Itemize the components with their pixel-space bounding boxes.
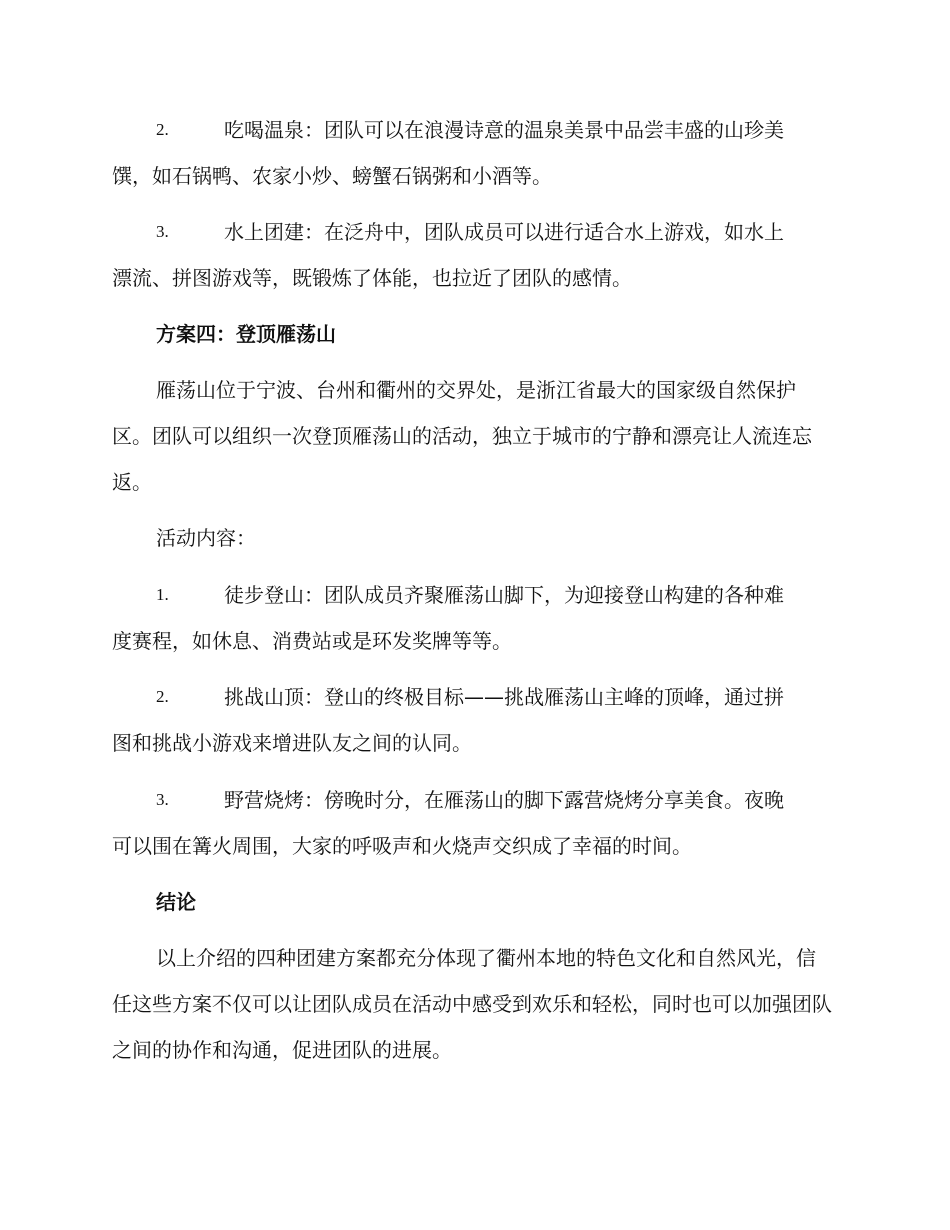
list-text-continuation: 度赛程，如休息、消费站或是环发奖牌等等。 [112,629,512,653]
list-item-water [112,209,834,301]
list-text-first-line: 野营烧烤：傍晚时分，在雁荡山的脚下露营烧烤分享美食。夜晚 [224,788,784,812]
list-item-food [112,107,834,199]
section-heading-conclusion: 结论 [156,890,196,914]
list-text-first-line: 水上团建：在泛舟中，团队成员可以进行适合水上游戏，如水上 [224,220,784,244]
list-number: 2. [156,687,169,706]
list-text-first-line: 挑战山顶：登山的终极目标——挑战雁荡山主峰的顶峰，通过拼 [224,685,784,709]
list-number: 3. [156,790,169,809]
list-item-hiking [112,572,834,664]
list-number: 3. [156,222,169,241]
list-text-first-line: 吃喝温泉：团队可以在浪漫诗意的温泉美景中品尝丰盛的山珍美 [224,118,784,142]
list-text-continuation: 可以围在篝火周围，大家的呼吸声和火烧声交织成了幸福的时间。 [112,834,692,858]
list-item-bbq [112,777,834,869]
paragraph-conclusion: 以上介绍的四种团建方案都充分体现了衢州本地的特色文化和自然风光，信任这些方案不仅可以让团队成员在活动中感受到欢乐和轻松，同时也可以加强团队之间的协作和沟通，促进团队的进展。 [112,946,832,1062]
list-item-summit [112,674,834,766]
list-text-continuation: 馔，如石锅鸭、农家小炒、螃蟹石锅粥和小酒等。 [112,164,552,188]
list-text-first-line: 徒步登山：团队成员齐聚雁荡山脚下，为迎接登山构建的各种难 [224,583,784,607]
paragraph-yandang-intro: 雁荡山位于宁波、台州和衢州的交界处，是浙江省最大的国家级自然保护区。团队可以组织一次登顶雁荡山的活动，独立于城市的宁静和漂亮让人流连忘返。 [112,378,812,494]
list-number: 1. [156,585,169,604]
list-number: 2. [156,120,169,139]
activities-label: 活动内容： [156,526,256,550]
list-text-continuation: 图和挑战小游戏来增进队友之间的认同。 [112,731,472,755]
list-text-continuation: 漂流、拼图游戏等，既锻炼了体能，也拉近了团队的感情。 [112,266,632,290]
section-heading-plan-four: 方案四：登顶雁荡山 [156,322,336,346]
